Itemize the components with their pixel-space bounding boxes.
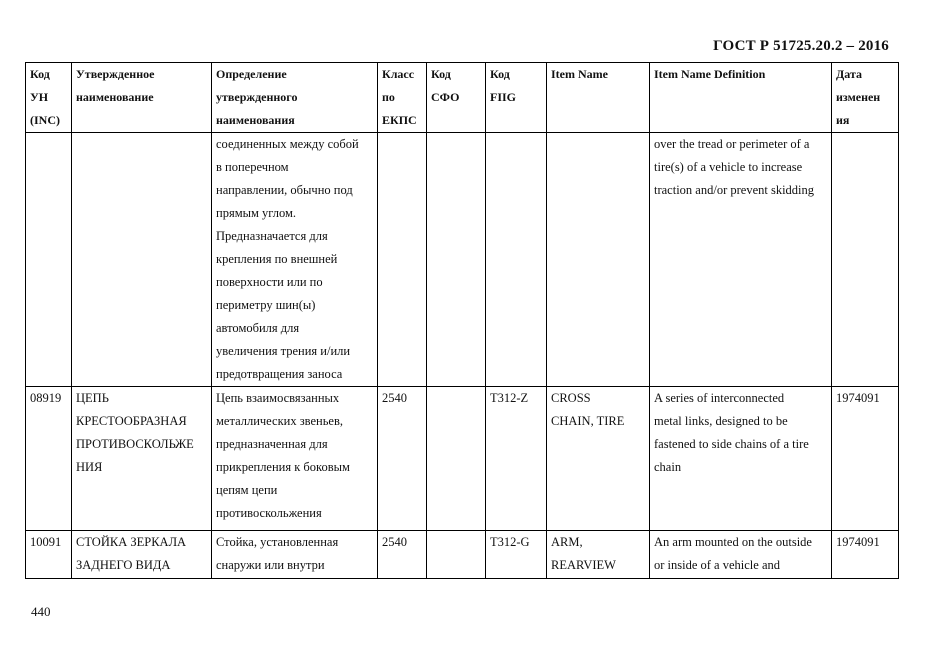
cell-text-line: T312-Z xyxy=(490,391,529,405)
item-name-cell xyxy=(547,387,650,531)
cell-text-line: направлении, обычно под xyxy=(216,183,353,197)
header-line: по xyxy=(382,90,395,104)
inc-cell xyxy=(26,531,72,579)
header-class xyxy=(378,63,427,133)
cell-text-line: ARM, xyxy=(551,535,583,549)
date-cell xyxy=(832,531,899,579)
header-line: Класс xyxy=(382,67,415,81)
inc-cell xyxy=(26,387,72,531)
cell-text-line: противоскольжения xyxy=(216,506,322,520)
cell-text-line: traction and/or prevent skidding xyxy=(654,183,815,197)
header-approved-name xyxy=(72,63,212,133)
cell-text-line: ПРОТИВОСКОЛЬЖЕ xyxy=(76,437,194,451)
cell-text-line: прикрепления к боковым xyxy=(216,460,350,474)
cell-text-line: fastened to side chains of a tire xyxy=(654,437,809,451)
cell-text-line: поверхности или по xyxy=(216,275,323,289)
cell-text-line: chain xyxy=(654,460,682,474)
class-cell xyxy=(378,133,427,387)
cell-text-line: 1974091 xyxy=(836,391,880,405)
approved-name-cell xyxy=(72,133,212,387)
header-line: Определение xyxy=(216,67,287,81)
header-line: ия xyxy=(836,113,850,127)
cell-text-line: соединенных между собой xyxy=(216,137,359,151)
cell-text-line: НИЯ xyxy=(76,460,103,474)
cell-text-line: ЗАДНЕГО ВИДА xyxy=(76,558,171,572)
cell-text-line: 2540 xyxy=(382,535,407,549)
table-row xyxy=(26,133,899,387)
sfo-cell xyxy=(427,531,486,579)
header-date xyxy=(832,63,899,133)
item-name-cell xyxy=(547,531,650,579)
cell-text-line: over the tread or perimeter of a xyxy=(654,137,810,151)
cell-text-line: 08919 xyxy=(30,391,62,405)
item-definition-cell xyxy=(650,531,832,579)
cell-text-line: периметру шин(ы) xyxy=(216,298,316,312)
header-line: изменен xyxy=(836,90,881,104)
class-cell xyxy=(378,387,427,531)
table-body xyxy=(26,133,899,579)
cell-text-line: предназначенная для xyxy=(216,437,328,451)
cell-text-line: tire(s) of a vehicle to increase xyxy=(654,160,803,174)
cell-text-line: A series of interconnected xyxy=(654,391,785,405)
header-fiig xyxy=(486,63,547,133)
header-inc xyxy=(26,63,72,133)
header-line: наименования xyxy=(216,113,295,127)
header-line: Код xyxy=(490,67,510,81)
header-line: наименование xyxy=(76,90,154,104)
catalog-table xyxy=(25,62,899,579)
item-definition-cell xyxy=(650,387,832,531)
header-item-name xyxy=(547,63,650,133)
cell-text-line: An arm mounted on the outside xyxy=(654,535,812,549)
cell-text-line: or inside of a vehicle and xyxy=(654,558,780,572)
header-line: FIIG xyxy=(490,90,517,104)
cell-text-line: предотвращения заноса xyxy=(216,367,343,381)
sfo-cell xyxy=(427,133,486,387)
sfo-cell xyxy=(427,387,486,531)
cell-text-line: CHAIN, TIRE xyxy=(551,414,625,428)
fiig-cell xyxy=(486,387,547,531)
cell-text-line: металлических звеньев, xyxy=(216,414,344,428)
header-line: УН xyxy=(30,90,49,104)
header-definition xyxy=(212,63,378,133)
header-item-definition xyxy=(650,63,832,133)
cell-text-line: T312-G xyxy=(490,535,530,549)
cell-text-line: 1974091 xyxy=(836,535,880,549)
header-line: Код xyxy=(431,67,451,81)
header-line: Код xyxy=(30,67,50,81)
cell-text-line: Стойка, установленная xyxy=(216,535,339,549)
fiig-cell xyxy=(486,531,547,579)
cell-text-line: автомобиля для xyxy=(216,321,300,335)
header-line: Item Name xyxy=(551,67,608,81)
definition-cell xyxy=(212,531,378,579)
approved-name-cell xyxy=(72,387,212,531)
cell-text-line: REARVIEW xyxy=(551,558,616,572)
table-header-row xyxy=(26,63,899,133)
cell-text-line: CROSS xyxy=(551,391,591,405)
cell-text-line: КРЕСТООБРАЗНАЯ xyxy=(76,414,187,428)
item-name-cell xyxy=(547,133,650,387)
cell-text-line: Предназначается для xyxy=(216,229,328,243)
date-cell xyxy=(832,133,899,387)
definition-cell xyxy=(212,133,378,387)
page-number: 440 xyxy=(31,604,51,619)
header-line: утвержденного xyxy=(216,90,298,104)
header-line: Item Name Definition xyxy=(654,67,766,81)
cell-text-line: СТОЙКА ЗЕРКАЛА xyxy=(76,535,187,549)
header-line: (INC) xyxy=(30,113,60,127)
cell-text-line: ЦЕПЬ xyxy=(76,391,109,405)
header-sfo xyxy=(427,63,486,133)
item-definition-cell xyxy=(650,133,832,387)
header-line: СФО xyxy=(431,90,460,104)
header-line: ЕКПС xyxy=(382,113,417,127)
header-line: Дата xyxy=(836,67,862,81)
document-standard-number: ГОСТ Р 51725.20.2 – 2016 xyxy=(713,38,889,54)
approved-name-cell xyxy=(72,531,212,579)
table-row xyxy=(26,387,899,531)
fiig-cell xyxy=(486,133,547,387)
cell-text-line: цепям цепи xyxy=(216,483,278,497)
cell-text-line: 2540 xyxy=(382,391,407,405)
date-cell xyxy=(832,387,899,531)
header-line: Утвержденное xyxy=(76,67,155,81)
inc-cell xyxy=(26,133,72,387)
cell-text-line: 10091 xyxy=(30,535,62,549)
class-cell xyxy=(378,531,427,579)
cell-text-line: снаружи или внутри xyxy=(216,558,325,572)
cell-text-line: в поперечном xyxy=(216,160,289,174)
definition-cell xyxy=(212,387,378,531)
cell-text-line: прямым углом. xyxy=(216,206,297,220)
cell-text-line: крепления по внешней xyxy=(216,252,338,266)
cell-text-line: Цепь взаимосвязанных xyxy=(216,391,340,405)
cell-text-line: увеличения трения и/или xyxy=(216,344,351,358)
table-row xyxy=(26,531,899,579)
cell-text-line: metal links, designed to be xyxy=(654,414,788,428)
